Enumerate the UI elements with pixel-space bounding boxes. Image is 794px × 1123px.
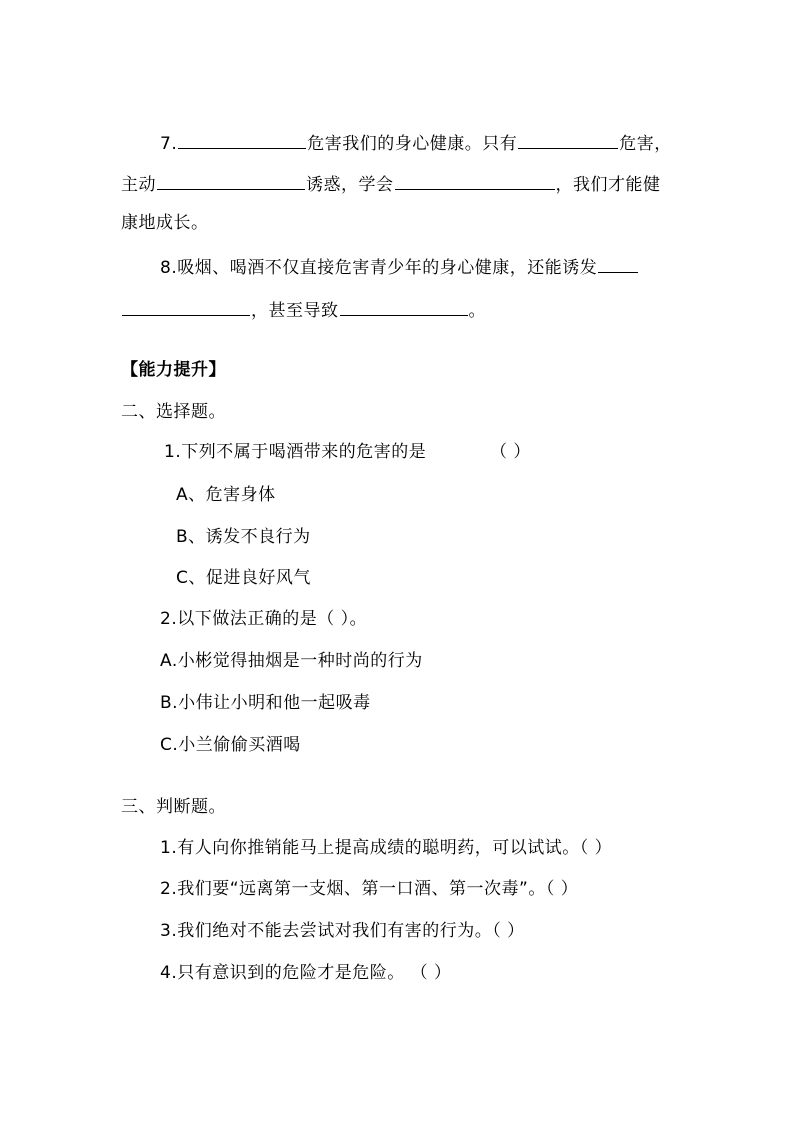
- q8-line-2: [121, 297, 486, 322]
- choice-q1-option-b[interactable]: B、诱发不良行为: [176, 527, 311, 547]
- choice-q2-option-b[interactable]: B.小伟让小明和他一起吸毒: [160, 693, 371, 713]
- judge-section-title: 三、判断题。: [121, 797, 226, 817]
- q7-text-1: 危害我们的身心健康。只有: [307, 134, 518, 154]
- q7-line-2: [121, 171, 661, 196]
- choice-q1-option-a[interactable]: A、危害身体: [176, 485, 276, 505]
- q8-line-1: [160, 254, 639, 279]
- choice-q1-paren[interactable]: （ ）: [490, 442, 531, 462]
- q7-text-4: 诱惑，学会: [306, 175, 394, 195]
- judge-item-3[interactable]: 3.我们绝对不能去尝试对我们有害的行为。（ ）: [160, 921, 525, 941]
- q7-blank-4[interactable]: [395, 171, 555, 190]
- q7-blank-3[interactable]: [157, 171, 305, 190]
- q8-blank-3[interactable]: [340, 297, 468, 316]
- q7-blank-2[interactable]: [518, 130, 618, 149]
- q7-text-5: ，我们才能健: [555, 175, 661, 195]
- q8-text-2: ，甚至导致: [251, 301, 339, 321]
- q8-blank-2[interactable]: [122, 297, 250, 316]
- choice-q1-option-c[interactable]: C、促进良好风气: [176, 568, 311, 588]
- choice-q2-option-c[interactable]: C.小兰偷偷买酒喝: [160, 735, 301, 755]
- q7-blank-1[interactable]: [178, 130, 306, 149]
- choice-q1-stem-text: 1.下列不属于喝酒带来的危害的是: [164, 442, 427, 462]
- q7-line-3: [121, 212, 209, 234]
- judge-item-1[interactable]: 1.有人向你推销能马上提高成绩的聪明药，可以试试。（ ）: [160, 838, 613, 858]
- q8-blank-1[interactable]: [598, 254, 638, 273]
- choice-q2-stem: 2.以下做法正确的是（ ）。: [160, 609, 368, 629]
- q7-text-3: 主动: [121, 175, 156, 195]
- q8-text-3: 。: [468, 301, 486, 321]
- q7-number: 7.: [160, 134, 178, 154]
- choice-q1-stem: [164, 441, 426, 463]
- choice-section-title: 二、选择题。: [121, 402, 226, 422]
- q7-text-2: 危害，: [619, 134, 672, 154]
- judge-item-2[interactable]: 2.我们要“远离第一支烟、第一口酒、第一次毒”。（ ）: [160, 879, 579, 899]
- section-ability-title: 【能力提升】: [121, 360, 226, 380]
- q7-line-1: [160, 130, 672, 155]
- judge-item-4[interactable]: 4.只有意识到的危险才是危险。 （ ）: [160, 963, 452, 983]
- q7-text-6: 康地成长。: [121, 213, 209, 233]
- choice-q2-option-a[interactable]: A.小彬觉得抽烟是一种时尚的行为: [160, 651, 423, 671]
- q8-text-1: 8.吸烟、喝酒不仅直接危害青少年的身心健康，还能诱发: [160, 258, 598, 278]
